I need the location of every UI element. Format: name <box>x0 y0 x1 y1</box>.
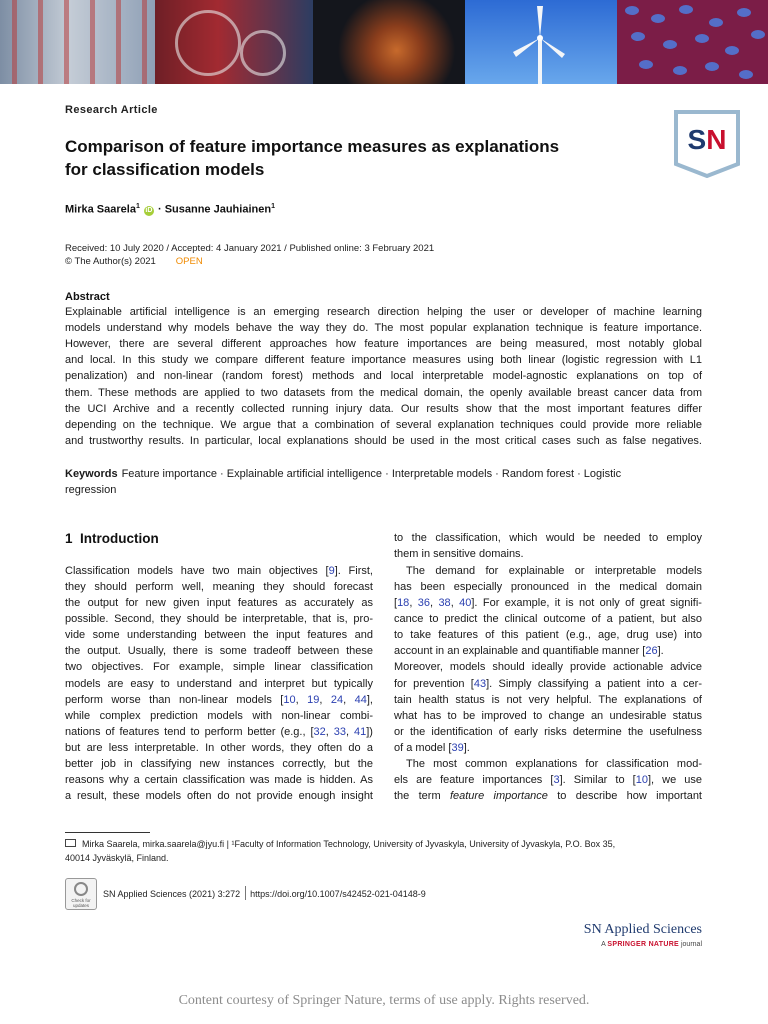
title-line: Comparison of feature importance measures as explanations <box>65 137 560 156</box>
abstract-line: and trustworthy results. In particular, local explanations should be used in the most critical cases such as false negatives. <box>65 435 702 447</box>
body-line: a result, these models often do not provide enough insight <box>65 790 373 802</box>
body-line: what has to be improved to change an undesirable status <box>394 710 702 722</box>
body-line: els are feature importances [3]. Similar to [10], we use <box>394 774 703 786</box>
citation-link[interactable]: 3 <box>553 774 560 786</box>
body-line: perform worse than non-linear models [10, 19, 24, 44], <box>65 694 373 706</box>
citation-link[interactable]: 18 <box>397 597 410 609</box>
article-type-label: Research Article <box>65 104 158 116</box>
citation-link[interactable]: 33 <box>333 726 347 738</box>
author-name[interactable]: Mirka Saarela <box>65 203 136 216</box>
body-line: but are less interpretable. In other words, they often do a <box>65 742 373 754</box>
citation-link[interactable]: 10 <box>283 694 296 706</box>
svg-text:SN: SN <box>687 124 727 155</box>
citation-link[interactable]: 10 <box>635 774 648 786</box>
body-line: they should perform well, meaning they should forecast <box>65 581 373 593</box>
body-line: The demand for explainable or interpretable models <box>406 565 702 577</box>
citation-link[interactable]: 40 <box>459 597 472 609</box>
footer-notice: Content courtesy of Springer Nature, terms of use apply. Rights reserved. <box>178 993 590 1008</box>
glowing-coil-photo <box>313 0 465 84</box>
abstract-line: depending on the technique. We argue that a combination of several explanation techniques could provide more reliable <box>65 419 702 431</box>
springer-nature-logo: SPRINGER NATURE <box>607 941 680 948</box>
citation-link[interactable]: 41 <box>354 726 367 738</box>
citation-link[interactable]: 32 <box>313 726 326 738</box>
citation-link[interactable]: 36 <box>417 597 430 609</box>
abstract-heading: Abstract <box>65 291 110 303</box>
body-line: cance to predict the clinical outcome of a patient, but also <box>394 613 702 625</box>
body-line: the output for new given input features as accurately as <box>65 597 373 609</box>
abstract-line: the UCI Archive and a recently collected running injury data. Our results show that the most important features differ <box>65 403 702 415</box>
keywords-label: Keywords <box>65 468 118 480</box>
footnote-line: Mirka Saarela, mirka.saarela@jyu.fi | ¹Faculty of Information Technology, University of Jyvaskyla, University of Jyvaskyla, P.O. Box 35, <box>65 839 615 849</box>
abstract-line: Explainable artificial intelligence is an emerging research direction helping the user or developer of machine learning <box>65 306 702 318</box>
body-line: [18, 36, 38, 40]. For example, it is not only of great signifi- <box>394 597 702 609</box>
title-line: for classification models <box>65 160 265 179</box>
header-banner <box>0 0 768 84</box>
body-line: the output. Usually, there is some tradeoff between these <box>65 645 373 657</box>
body-line: better job in classifying new instances correctly, but the <box>65 758 373 770</box>
body-line: or the identification of early risks determine the usefulness <box>394 726 702 738</box>
body-line: possible. Second, they should be interpretable, that is, pro- <box>65 613 373 625</box>
cells-pattern-photo <box>617 0 768 84</box>
body-line: two objectives. For example, simple linear classification <box>65 661 373 673</box>
citation-info: SN Applied Sciences (2021) 3:272 https://doi.org/10.1007/s42452-021-04148-9 <box>103 886 426 900</box>
abstract-line: them. These methods are applied to two datasets from the medical domain, the openly available breast cancer data from <box>65 387 702 399</box>
body-line: Classification models have two main objectives [9]. First, <box>65 565 373 577</box>
body-line: to the classification, which would be needed to employ <box>394 532 702 544</box>
citation-link[interactable]: 43 <box>473 678 487 690</box>
citation-link[interactable]: 19 <box>307 694 320 706</box>
copyright-notice: © The Author(s) 2021 <box>65 256 156 267</box>
citation-link[interactable]: 24 <box>330 694 344 706</box>
check-updates-icon <box>74 882 88 896</box>
sn-logo <box>672 108 742 178</box>
body-line: The most common explanations for classification mod- <box>406 758 702 770</box>
article-title <box>65 135 605 181</box>
body-line: reasons why a certain classification was made is hidden. As <box>65 774 373 786</box>
circuitry-photo <box>155 0 313 84</box>
body-line: Moreover, models should ideally provide actionable advice <box>394 661 702 673</box>
body-line: models are easy to understand and interpret but typically <box>65 678 373 690</box>
lab-tubes-photo <box>0 0 155 84</box>
abstract-line: penalization) and non-linear (random forest) methods and local interpretable model-agnostic explanations on top of <box>65 370 702 382</box>
journal-name: SN Applied Sciences <box>583 922 702 937</box>
footnote-line: 40014 Jyväskylä, Finland. <box>65 853 169 863</box>
body-line: has been especially pronounced in the medical domain <box>394 581 702 593</box>
body-line: tain health status is not very helpful. The explanations of <box>394 694 702 706</box>
body-line: account in an explainable and quantifiable manner [26]. <box>394 645 664 657</box>
publisher-line: A SPRINGER NATURE journal <box>601 941 702 948</box>
body-line: to take features of this patient (e.g., age, drug use) into <box>394 629 702 641</box>
doi-link[interactable]: https://doi.org/10.1007/s42452-021-04148-9 <box>250 889 426 899</box>
check-for-updates-badge[interactable]: Check for updates <box>65 878 97 910</box>
section-heading: 1 Introduction <box>65 531 159 546</box>
body-line: while complex prediction models with non-linear combi- <box>65 710 373 722</box>
keywords-line: regression <box>65 484 117 496</box>
abstract-line: However, there are several different approaches how feature importances are being measured, most notably global <box>65 338 702 350</box>
author-list: Mirka Saarela$^1$ iD · Susanne Jauhiainen$^1$ <box>65 203 275 216</box>
wind-turbine-photo <box>465 0 617 84</box>
body-line: for prevention [43]. Simply classifying a patient into a cer- <box>394 678 702 690</box>
body-line: nations of features tend to perform better (e.g., [32, 33, 41]) <box>65 726 373 738</box>
orcid-icon[interactable]: iD <box>145 206 153 214</box>
abstract-line: and local. In this study we compare different feature importance measures using both linear (logistic regression with L1 <box>65 354 702 366</box>
publication-dates: Received: 10 July 2020 / Accepted: 4 January 2021 / Published online: 3 February 2021 © The Author(s) 2021 OPEN <box>65 243 435 267</box>
body-line: them in sensitive domains. <box>394 548 524 560</box>
body-line: of a model [39]. <box>394 742 470 754</box>
open-access-label: OPEN <box>175 256 203 267</box>
body-line: the term feature importance to describe how important <box>394 790 702 802</box>
citation-link[interactable]: 9 <box>328 565 335 577</box>
keywords-line: Keywords Feature importance · Explainable artificial intelligence · Interpretable models · Random forest · Logistic <box>65 468 622 480</box>
footnote-rule <box>65 832 150 833</box>
citation-link[interactable]: 44 <box>354 694 367 706</box>
envelope-icon[interactable] <box>65 839 76 847</box>
author-name[interactable]: Susanne Jauhiainen <box>164 203 272 216</box>
body-line: vide some understanding between the input features and <box>65 629 373 641</box>
abstract-line: models understand why models behave the way they do. The most popular explanation technique is feature importance. <box>65 322 702 334</box>
citation-link[interactable]: 26 <box>645 645 658 657</box>
citation-link[interactable]: 39 <box>451 742 464 754</box>
citation-link[interactable]: 38 <box>438 597 451 609</box>
